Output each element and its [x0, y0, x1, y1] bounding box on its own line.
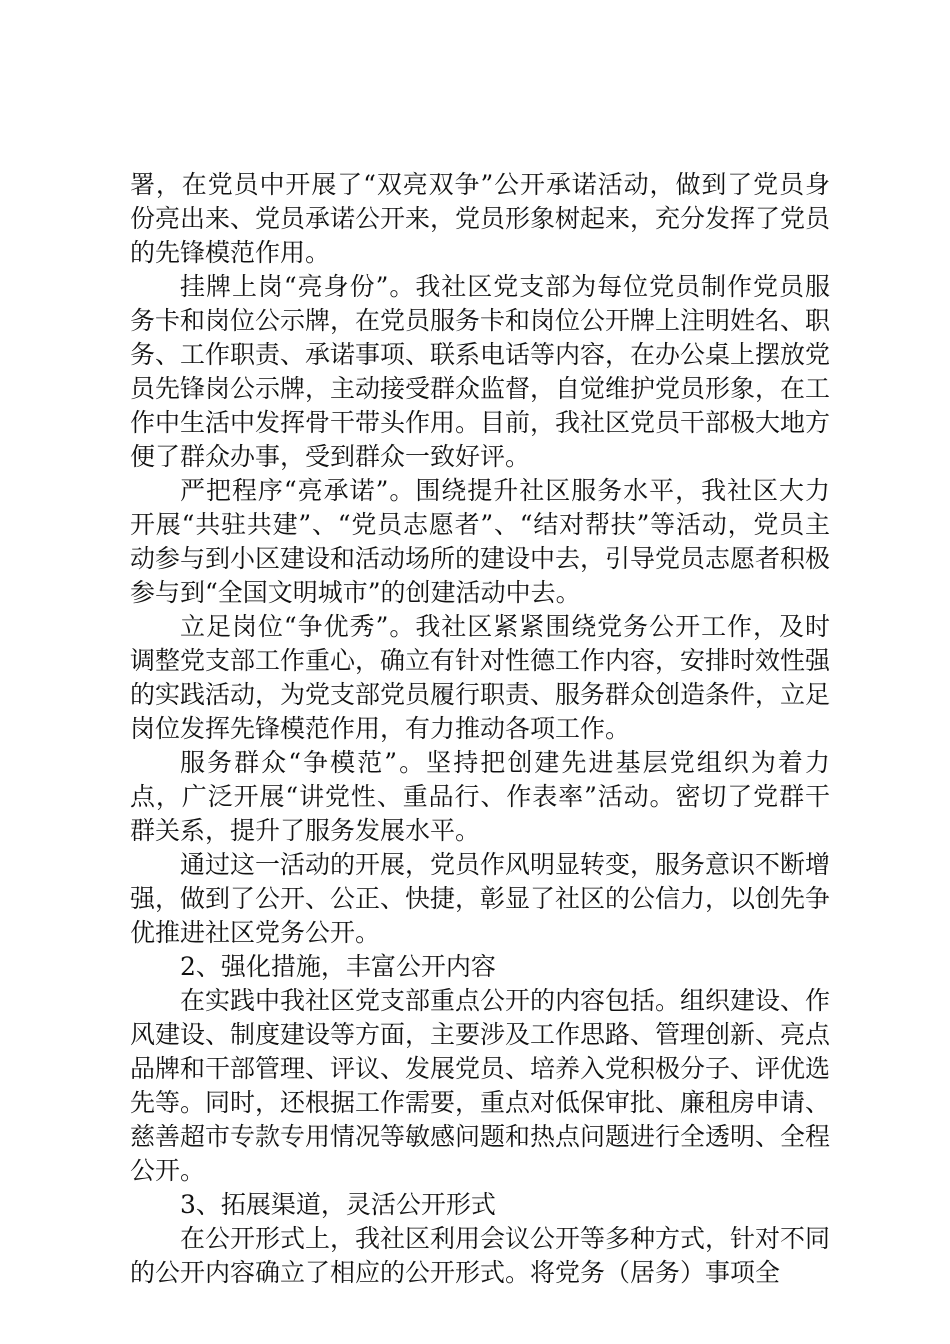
- section-heading-3: 3、拓展渠道，灵活公开形式: [180, 1190, 496, 1219]
- paragraph-content-scope: 在实践中我社区党支部重点公开的内容包括。组织建设、作风建设、制度建设等方面，主要涉及工作思路、管理创新、亮点品牌和干部管理、评议、发展党员、培养入党积极分子、评优选先等。同时，还根据工作需要，重点对低保审批、廉租房申请、慈善超市专款专用情况等敏感问题和热点问题进行全透明、全程公开。: [130, 986, 831, 1185]
- paragraph-zheng-youxiu: 立足岗位“争优秀”。我社区紧紧围绕党务公开工作，及时调整党支部工作重心，确立有针对性德工作内容，安排时效性强的实践活动，为党支部党员履行职责、服务群众创造条件，立足岗位发挥先锋模范作用，有力推动各项工作。: [130, 612, 831, 743]
- paragraph-summary: 通过这一活动的开展，党员作风明显转变，服务意识不断增强，做到了公开、公正、快捷，彰显了社区的公信力，以创先争优推进社区党务公开。: [130, 850, 831, 947]
- paragraph-continuation: 署，在党员中开展了“双亮双争”公开承诺活动，做到了党员身份亮出来、党员承诺公开来，党员形象树起来，充分发挥了党员的先锋模范作用。: [130, 170, 831, 267]
- paragraph-forms: 在公开形式上，我社区利用会议公开等多种方式，针对不同的公开内容确立了相应的公开形式。将党务（居务）事项全: [130, 1224, 831, 1287]
- paragraph-zheng-mofan: 服务群众“争模范”。坚持把创建先进基层党组织为着力点，广泛开展“讲党性、重品行、作表率”活动。密切了党群干群关系，提升了服务发展水平。: [130, 748, 830, 845]
- document-body: [130, 168, 830, 1290]
- paragraph-liang-shenfen: 挂牌上岗“亮身份”。我社区党支部为每位党员制作党员服务卡和岗位公示牌，在党员服务卡和岗位公开牌上注明姓名、职务、工作职责、承诺事项、联系电话等内容，在办公桌上摆放党员先锋岗公示牌，主动接受群众监督，自觉维护党员形象，在工作中生活中发挥骨干带头作用。目前，我社区党员干部极大地方便了群众办事，受到群众一致好评。: [130, 272, 831, 471]
- section-heading-2: 2、强化措施，丰富公开内容: [180, 952, 496, 981]
- paragraph-liang-chengnuo: 严把程序“亮承诺”。围绕提升社区服务水平，我社区大力开展“共驻共建”、“党员志愿者”、“结对帮扶”等活动，党员主动参与到小区建设和活动场所的建设中去，引导党员志愿者积极参与到“全国文明城市”的创建活动中去。: [130, 476, 831, 607]
